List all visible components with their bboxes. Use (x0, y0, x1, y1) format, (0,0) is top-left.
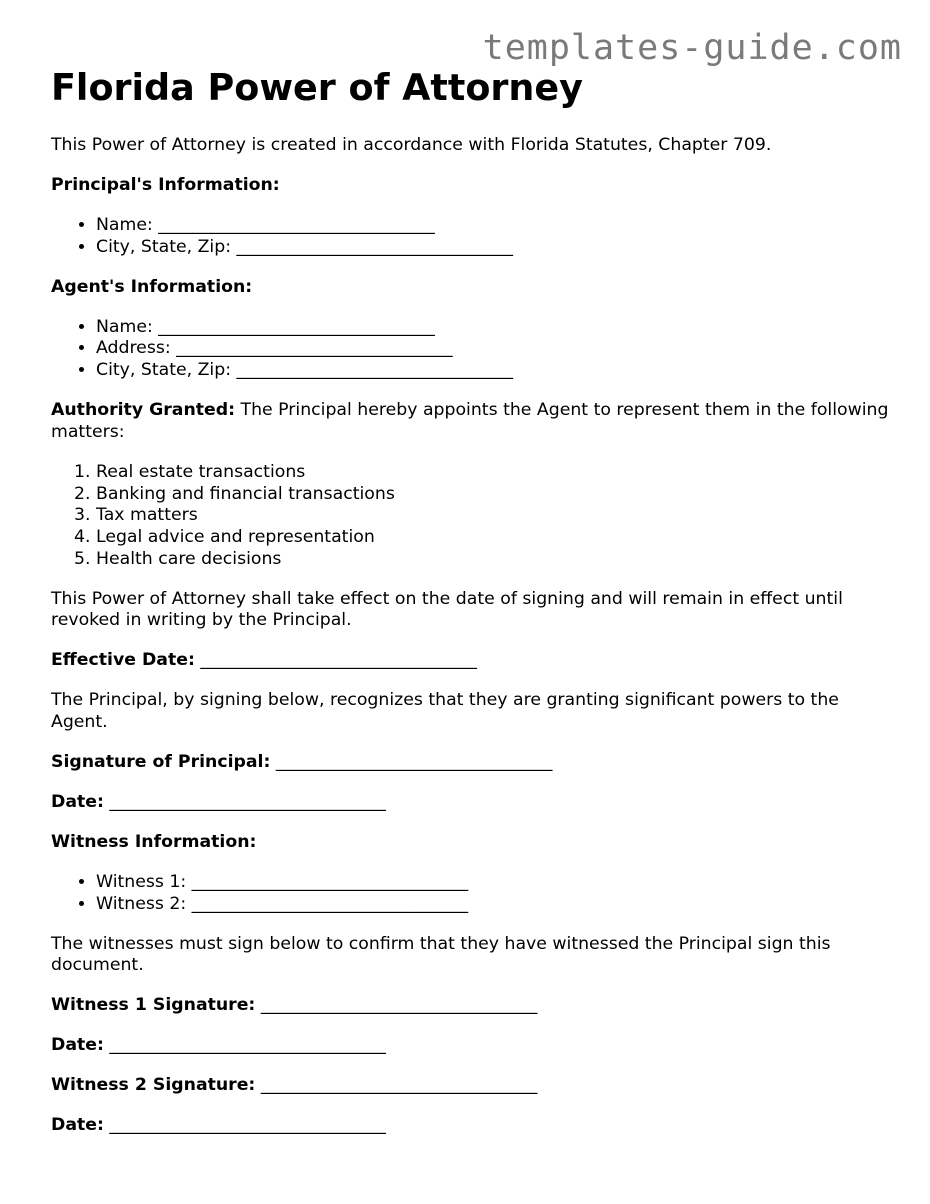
authority-item: 2. Banking and financial transactions (96, 484, 891, 506)
agent-fields (51, 317, 891, 382)
principal-heading: Principal's Information: (51, 175, 280, 195)
agent-city-field: • City, State, Zip: ________________________________ (96, 360, 891, 382)
authority-list (51, 462, 891, 571)
agent-heading: Agent's Information: (51, 276, 253, 297)
witness2-date-line (51, 1115, 891, 1137)
recognition-text: The Principal, by signing below, recognizes that they are granting significant powers to the Agent. (51, 690, 839, 733)
effective-date-line (51, 650, 891, 672)
effective-date-blank: ________________________________ (194, 650, 477, 671)
principal-name-field: • Name: ________________________________ (96, 215, 891, 237)
witness1-signature-line (51, 995, 891, 1017)
witness2-field: • Witness 2: ________________________________ (96, 894, 891, 916)
witness1-field: • Witness 1: ________________________________ (96, 872, 891, 894)
witness1-date-line (51, 1035, 891, 1057)
witness1-signature-label: Witness 1 Signature: (51, 995, 256, 1016)
witness1-date-blank: ________________________________ (103, 1035, 386, 1056)
authority-label: Authority Granted: (51, 400, 236, 421)
witness2-signature-line (51, 1075, 891, 1097)
authority-text: The Principal hereby appoints the Agent to represent them in the following matters: (51, 400, 889, 442)
authority-item: 3. Tax matters (96, 505, 891, 527)
witness2-date-blank: ________________________________ (103, 1115, 386, 1136)
authority-item: 4. Legal advice and representation (96, 527, 891, 549)
witness-fields (51, 872, 891, 915)
witness2-date-label: Date: (51, 1115, 104, 1136)
authority-item: 1. Real estate transactions (96, 462, 891, 484)
principal-date-blank: ________________________________ (103, 792, 386, 813)
witness2-signature-blank: ________________________________ (255, 1075, 538, 1096)
page-title: Florida Power of Attorney (51, 66, 583, 109)
authority-item: 5. Health care decisions (96, 549, 891, 571)
witness-text: The witnesses must sign below to confirm that they have witnessed the Principal sign this document. (51, 933, 831, 976)
principal-city-field: • City, State, Zip: ________________________________ (96, 237, 891, 259)
principal-signature-label: Signature of Principal: (51, 752, 271, 773)
witness1-signature-blank: ________________________________ (255, 995, 538, 1016)
effect-text: This Power of Attorney shall take effect on the date of signing and will remain in effect until revoked in writing by the Principal. (51, 588, 843, 631)
principal-signature-line (51, 752, 891, 774)
principal-signature-blank: ________________________________ (270, 752, 553, 773)
witness1-date-label: Date: (51, 1035, 104, 1056)
principal-date-label: Date: (51, 792, 104, 813)
authority-paragraph (51, 400, 891, 443)
document-body (51, 66, 891, 1155)
principal-fields (51, 215, 891, 258)
watermark: templates-guide.com (482, 28, 902, 68)
agent-name-field: • Name: ________________________________ (96, 317, 891, 339)
agent-address-field: • Address: ________________________________ (96, 338, 891, 360)
witness2-signature-label: Witness 2 Signature: (51, 1075, 256, 1096)
witness-heading: Witness Information: (51, 832, 257, 853)
effective-date-label: Effective Date: (51, 650, 195, 671)
principal-date-line (51, 792, 891, 814)
intro-text: This Power of Attorney is created in accordance with Florida Statutes, Chapter 709. (51, 135, 772, 155)
